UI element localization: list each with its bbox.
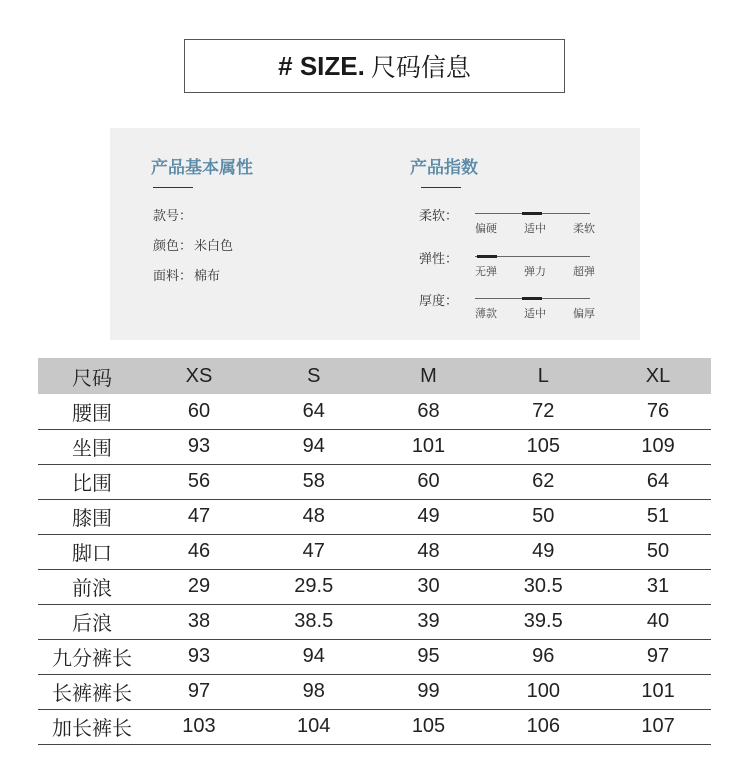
table-cell: 50 <box>481 499 605 534</box>
table-cell: 39 <box>376 604 482 639</box>
table-cell: 98 <box>252 674 376 709</box>
table-cell: 62 <box>481 464 605 499</box>
table-cell: 105 <box>481 429 605 464</box>
table-cell: 72 <box>481 394 605 429</box>
table-row <box>38 709 711 744</box>
product-info-panel <box>110 128 640 340</box>
table-cell: 30 <box>376 569 482 604</box>
table-cell: 38.5 <box>252 604 376 639</box>
attr-label: 颜色： <box>153 239 193 254</box>
table-cell: 50 <box>605 534 711 569</box>
table-row <box>38 534 711 569</box>
row-header: 后浪 <box>38 604 146 639</box>
index-option: 无弹 <box>475 265 497 278</box>
table-cell: 105 <box>376 709 482 744</box>
table-cell: 107 <box>605 709 711 744</box>
table-cell: 68 <box>376 394 482 429</box>
table-cell: 97 <box>146 674 252 709</box>
table-cell: 39.5 <box>481 604 605 639</box>
index-option: 适中 <box>524 222 546 235</box>
table-cell: 95 <box>376 639 482 674</box>
table-cell: 48 <box>252 499 376 534</box>
table-cell: 100 <box>481 674 605 709</box>
table-row <box>38 674 711 709</box>
table-cell: 94 <box>252 639 376 674</box>
index-elasticity-label: 弹性： <box>419 252 459 267</box>
table-cell: 99 <box>376 674 482 709</box>
index-option: 柔软 <box>573 222 595 235</box>
table-cell: 30.5 <box>481 569 605 604</box>
index-thickness-label: 厚度： <box>419 294 459 309</box>
index-elasticity-options <box>475 263 595 279</box>
table-cell: 58 <box>252 464 376 499</box>
size-table-header-row <box>38 358 711 394</box>
attr-value: 棉布 <box>194 269 221 284</box>
table-cell: 47 <box>146 499 252 534</box>
table-cell: 56 <box>146 464 252 499</box>
table-cell: 40 <box>605 604 711 639</box>
index-option: 适中 <box>524 307 546 320</box>
index-softness-options <box>475 220 595 236</box>
table-cell: 93 <box>146 429 252 464</box>
index-option: 薄款 <box>475 307 497 320</box>
table-cell: 109 <box>605 429 711 464</box>
column-header: XS <box>146 358 252 394</box>
table-row <box>38 499 711 534</box>
attr-fabric <box>153 265 220 284</box>
table-cell: 64 <box>252 394 376 429</box>
table-cell: 38 <box>146 604 252 639</box>
table-cell: 60 <box>376 464 482 499</box>
row-header: 长裤裤长 <box>38 674 146 709</box>
table-cell: 103 <box>146 709 252 744</box>
index-thickness-options <box>475 305 595 321</box>
table-cell: 31 <box>605 569 711 604</box>
row-header: 加长裤长 <box>38 709 146 744</box>
size-title-box <box>184 39 565 93</box>
table-cell: 94 <box>252 429 376 464</box>
table-cell: 101 <box>376 429 482 464</box>
table-cell: 49 <box>376 499 482 534</box>
size-table <box>38 358 711 745</box>
table-row <box>38 464 711 499</box>
index-option: 超弹 <box>573 265 595 278</box>
row-header: 比围 <box>38 464 146 499</box>
table-cell: 29.5 <box>252 569 376 604</box>
table-cell: 47 <box>252 534 376 569</box>
table-cell: 104 <box>252 709 376 744</box>
table-cell: 51 <box>605 499 711 534</box>
index-option: 弹力 <box>524 265 546 278</box>
row-header: 坐围 <box>38 429 146 464</box>
table-cell: 49 <box>481 534 605 569</box>
table-cell: 101 <box>605 674 711 709</box>
size-title: # SIZE. <box>278 50 365 81</box>
index-thickness-marker <box>522 297 542 300</box>
table-cell: 46 <box>146 534 252 569</box>
table-cell: 97 <box>605 639 711 674</box>
row-header: 腰围 <box>38 394 146 429</box>
table-cell: 96 <box>481 639 605 674</box>
table-cell: 48 <box>376 534 482 569</box>
table-cell: 106 <box>481 709 605 744</box>
table-row <box>38 569 711 604</box>
index-option: 偏厚 <box>573 307 595 320</box>
table-cell: 29 <box>146 569 252 604</box>
column-header: M <box>376 358 482 394</box>
column-header: XL <box>605 358 711 394</box>
attributes-heading: 产品基本属性 <box>151 158 253 178</box>
index-softness-label: 柔软： <box>419 209 459 224</box>
column-header: S <box>252 358 376 394</box>
index-softness-marker <box>522 212 542 215</box>
row-header: 九分裤长 <box>38 639 146 674</box>
table-cell: 60 <box>146 394 252 429</box>
table-cell: 64 <box>605 464 711 499</box>
attr-label: 款号： <box>153 209 193 224</box>
table-cell: 93 <box>146 639 252 674</box>
row-header: 膝围 <box>38 499 146 534</box>
index-option: 偏硬 <box>475 222 497 235</box>
attr-value: 米白色 <box>194 239 234 254</box>
table-row <box>38 429 711 464</box>
table-row <box>38 639 711 674</box>
table-cell: 76 <box>605 394 711 429</box>
table-row <box>38 394 711 429</box>
size-title-cn: 尺码信息 <box>370 53 471 82</box>
indices-heading-underline <box>421 187 461 188</box>
attr-color <box>153 235 233 254</box>
row-header: 前浪 <box>38 569 146 604</box>
row-header: 脚口 <box>38 534 146 569</box>
attributes-heading-underline <box>153 187 193 188</box>
table-row <box>38 604 711 639</box>
index-elasticity-marker <box>477 255 497 258</box>
attr-style-number <box>153 205 194 224</box>
attr-label: 面料： <box>153 269 193 284</box>
column-header: 尺码 <box>38 358 146 394</box>
indices-heading: 产品指数 <box>410 158 478 178</box>
column-header: L <box>481 358 605 394</box>
